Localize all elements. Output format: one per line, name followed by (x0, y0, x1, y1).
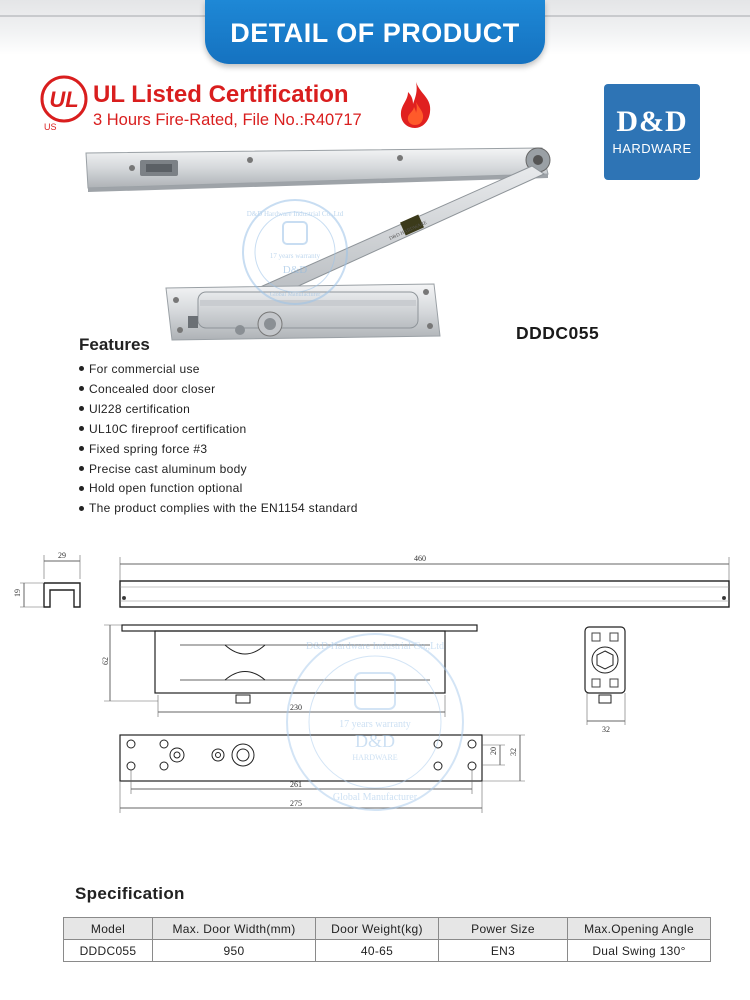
dim-track-length: 460 (414, 554, 426, 563)
feature-text: Concealed door closer (89, 381, 216, 396)
specification-table (63, 917, 711, 962)
watermark-drawing (287, 634, 463, 810)
feature-item (79, 460, 358, 480)
dim-body-height: 62 (101, 657, 110, 665)
track-top-view (120, 554, 729, 607)
dim-body-length: 230 (290, 703, 302, 712)
feature-item (79, 479, 358, 499)
feature-item (79, 499, 358, 519)
spec-cell: DDDC055 (64, 940, 153, 962)
fire-icon (396, 80, 436, 130)
watermark-drawing-sub: HARDWARE (352, 753, 398, 762)
feature-item (79, 400, 358, 420)
product-model-tag: DDDC055 (516, 323, 600, 343)
dim-channel-height: 19 (13, 589, 22, 597)
spec-header-cell: Max. Door Width(mm) (153, 918, 316, 940)
watermark-drawing-main: D&D (355, 731, 395, 751)
feature-item (79, 380, 358, 400)
features-list (79, 360, 358, 519)
dim-plate-length: 275 (290, 799, 302, 808)
spec-row (64, 940, 711, 962)
feature-text: Hold open function optional (89, 481, 243, 496)
ul-mark-text: UL (49, 87, 79, 112)
dim-plate-outer: 32 (509, 748, 518, 756)
feature-text: Precise cast aluminum body (89, 461, 247, 476)
spec-header-cell: Power Size (439, 918, 568, 940)
dim-channel-width: 29 (58, 551, 66, 560)
bullet-icon (79, 426, 84, 431)
feature-text: For commercial use (89, 362, 200, 376)
dim-plate-inner: 20 (489, 747, 498, 755)
ul-certification-mark (38, 73, 94, 133)
bullet-icon (79, 386, 84, 391)
header-rule-right (540, 15, 750, 17)
watermark-drawing-ring-bottom: Global Manufacturer (332, 792, 418, 803)
watermark-drawing-ring-top: D&D Hardware Industrial Co.,Ltd (305, 641, 445, 652)
spec-header-row (64, 918, 711, 940)
watermark-ring-bottom: Global Manufacturer (269, 292, 321, 298)
feature-item (79, 440, 358, 460)
brand-logo (604, 84, 700, 180)
spec-cell: Dual Swing 130° (568, 940, 711, 962)
feature-text: Fixed spring force #3 (89, 441, 208, 456)
spec-header-cell: Door Weight(kg) (316, 918, 439, 940)
spec-cell: 40-65 (316, 940, 439, 962)
features-title: Features (79, 335, 150, 354)
bullet-icon (79, 486, 84, 491)
logo-main-text: D&D (616, 105, 688, 138)
feature-text: UL10C fireproof certification (89, 421, 247, 436)
ul-mark-suffix: US (44, 122, 57, 132)
bullet-icon (79, 466, 84, 471)
base-plate-view (120, 735, 525, 813)
certification-subtitle: 3 Hours Fire-Rated, File No.:R40717 (93, 111, 362, 129)
feature-text: The product complies with the EN1154 standard (89, 501, 358, 516)
logo-sub-text: HARDWARE (612, 141, 692, 156)
spec-header-cell: Max.Opening Angle (568, 918, 711, 940)
watermark-ring-top: D&D Hardware Industrial Co.,Ltd (246, 210, 344, 218)
dim-hole-spacing: 261 (290, 780, 302, 789)
channel-profile (13, 551, 80, 607)
feature-text: Ul228 certification (89, 401, 191, 416)
watermark-drawing-warranty: 17 years warranty (339, 719, 411, 730)
header-rule-left (0, 15, 210, 17)
watermark-warranty: 17 years warranty (269, 252, 321, 260)
certification-title: UL Listed Certification (93, 81, 349, 108)
bullet-icon (79, 366, 84, 371)
bullet-icon (79, 406, 84, 411)
arm-label: D&D HARDWARE (388, 220, 428, 242)
body-end-view (585, 627, 625, 734)
spec-header-cell: Model (64, 918, 153, 940)
dim-end-width: 32 (602, 725, 610, 734)
watermark-center-main: D&D (282, 264, 308, 276)
feature-item (79, 360, 358, 380)
bullet-icon (79, 446, 84, 451)
technical-drawing (0, 545, 750, 820)
spec-cell: 950 (153, 940, 316, 962)
specification-title: Specification (75, 884, 185, 903)
feature-item (79, 420, 358, 440)
page-title: DETAIL OF PRODUCT (205, 0, 545, 64)
spec-cell: EN3 (439, 940, 568, 962)
bullet-icon (79, 506, 84, 511)
watermark-top (230, 196, 360, 308)
